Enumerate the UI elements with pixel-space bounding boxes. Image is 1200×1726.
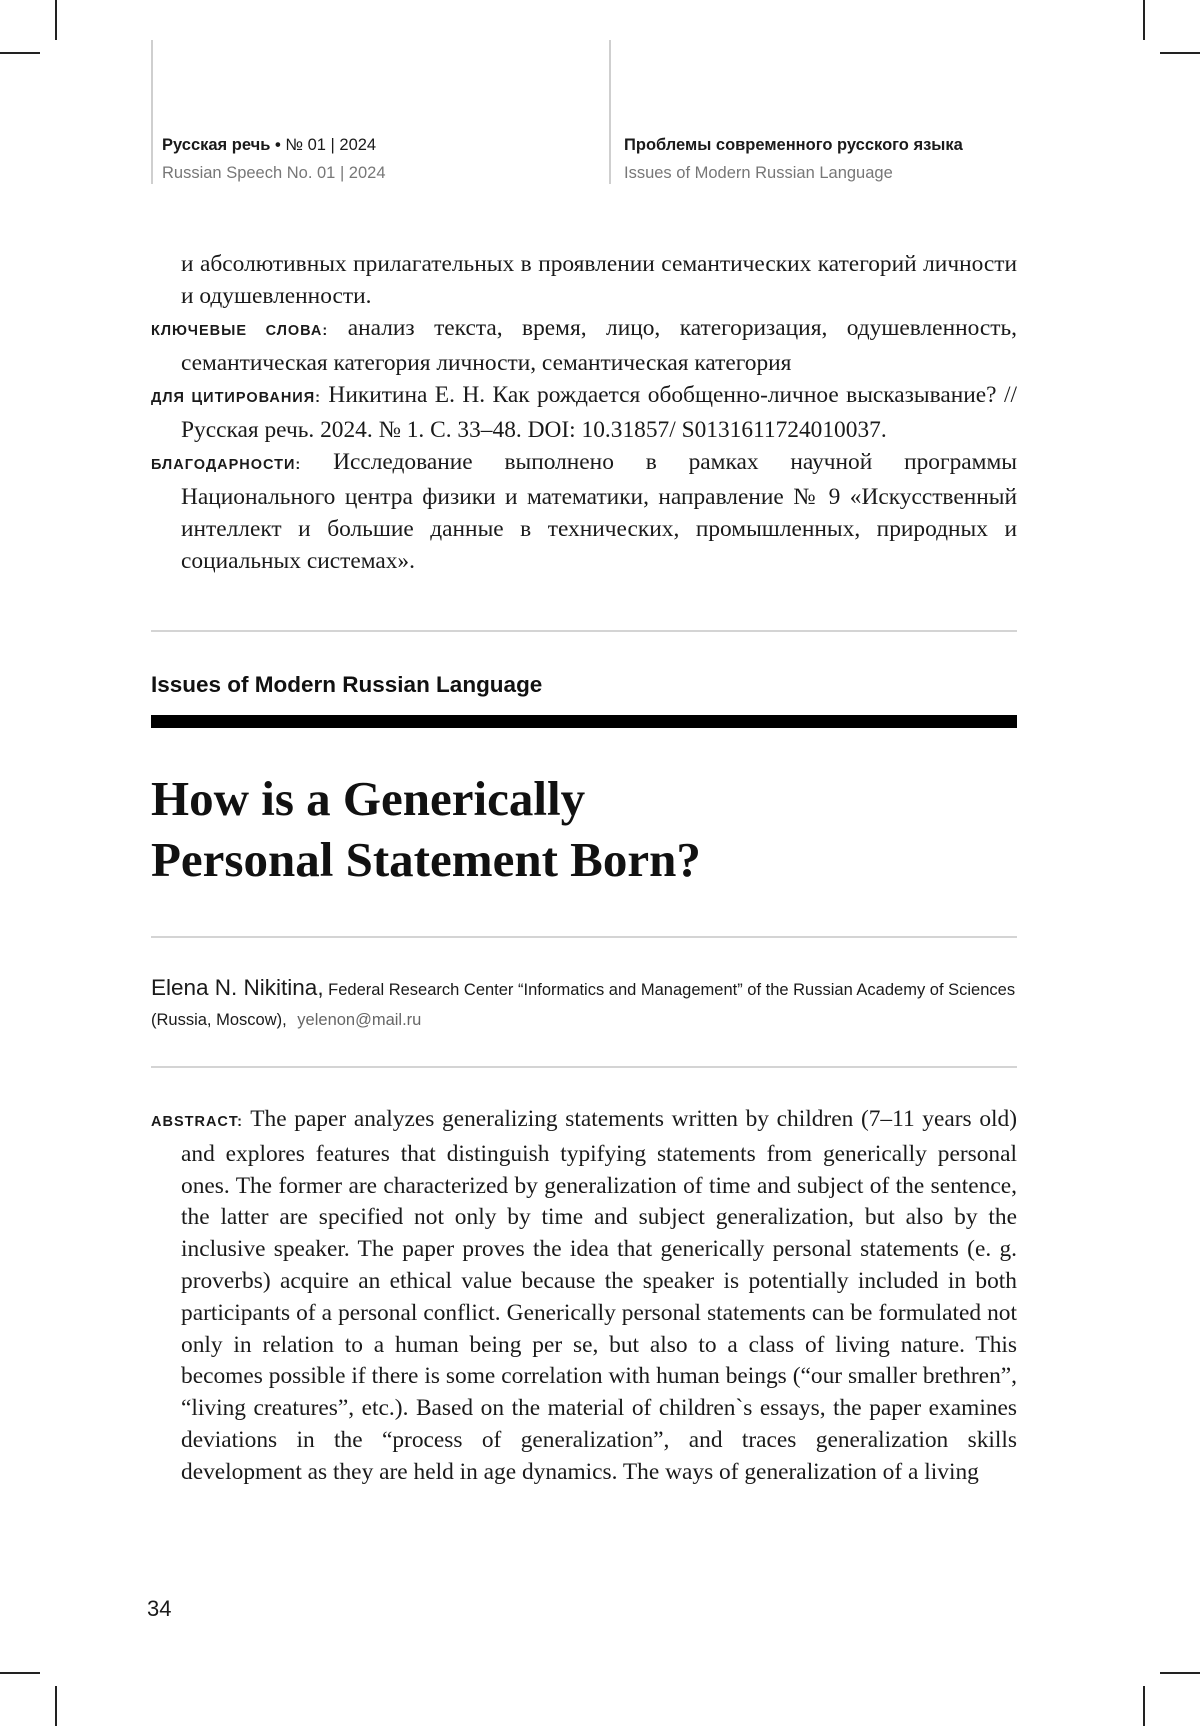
crop-mark-top-left-vertical [55,0,57,40]
divider-before-author [151,936,1017,938]
acknowledgements-label: БЛАГОДАРНОСТИ: [151,457,302,473]
header-section-ru: Проблемы современного русского языка [624,136,963,154]
keywords-entry [151,312,1017,379]
abstract-text: The paper analyzes generalizing statements written by children (7–11 years old) and explores features that distinguish typifying statements from generically personal ones. The former are characterized by generalization of time and subject of the sentence, the latter are specified not only by time and subject generalization, but also by the inclusive speaker. The paper proves the idea that generically personal statements (e. g. proverbs) acquire an ethical value because the speaker is potentially included in both participants of a personal conflict. Generically personal statements can be formulated not only in relation to a human being per se, but also to a class of living nature. This becomes possible if there is some correlation with human beings (“our smaller brethren”, “living creatures”, etc.). Based on the material of children`s essays, the paper examines deviations in the “process of generalization”, and traces generalization skills development as they are held in age dynamics. The ways of generalization of a living [181,1106,1017,1485]
author-affiliation: Federal Research Center “Informatics and Management” of the Russian Academy of Sciences (Russia, Moscow), [151,981,1016,1029]
crop-mark-top-left-horizontal [0,52,40,54]
article-title [151,768,1017,890]
author-email-link[interactable]: yelenon@mail.ru [297,1011,422,1029]
header-issue-ru: № 01 | 2024 [285,136,377,154]
acknowledgements-entry [151,446,1017,577]
crop-mark-top-right-horizontal [1160,52,1200,54]
crop-mark-bottom-right-vertical [1143,1686,1145,1726]
divider-after-metadata [151,630,1017,632]
author-block [151,973,1017,1035]
crop-mark-bottom-right-horizontal [1160,1672,1200,1674]
article-title-line-2: Personal Statement Born? [151,832,701,887]
section-thick-rule [151,715,1017,728]
annotation-continuation: и абсолютивных прилагательных в проявлении семантических категорий личности и одушевленности. [181,251,1017,309]
article-title-line-1: How is a Generically [151,771,586,826]
keywords-label: КЛЮЧЕВЫЕ СЛОВА: [151,323,329,339]
running-header-left [162,134,386,184]
crop-mark-top-right-vertical [1143,0,1145,40]
russian-metadata-block [151,248,1017,577]
abstract-label: ABSTRACT: [151,1114,243,1130]
crop-mark-bottom-left-horizontal [0,1672,40,1674]
acknowledgements-text: Исследование выполнено в рамках научной программы Национального центра физики и математики, направление № 9 «Искусственный интеллект и большие данные в технических, промышленных, природных и социальных системах». [181,449,1017,574]
header-journal-name-ru: Русская речь [162,136,271,154]
header-journal-en: Russian Speech No. 01 | 2024 [162,164,386,182]
running-header-right [624,134,963,184]
header-journal-ru [162,134,386,156]
keywords-text: анализ текста, время, лицо, категоризация, одушевленность, семантическая категория личности, семантическая категория [181,315,1017,376]
citation-label: ДЛЯ ЦИТИРОВАНИЯ: [151,390,321,406]
citation-text: Никитина Е. Н. Как рождается обобщенно-личное высказывание? // Русская речь. 2024. № 1. С. 33–48. DOI: 10.31857/ S0131611724010037. [181,382,1017,443]
page-number: 34 [147,1596,172,1621]
header-bullet: • [274,136,281,154]
crop-mark-bottom-left-vertical [55,1686,57,1726]
header-right-rule [609,40,611,184]
citation-entry [151,379,1017,446]
header-left-rule [151,40,153,184]
abstract-paragraph [151,1104,1017,1489]
header-section-en: Issues of Modern Russian Language [624,164,893,182]
section-title: Issues of Modern Russian Language [151,672,543,697]
author-name: Elena N. Nikitina, [151,975,324,1000]
divider-after-author [151,1066,1017,1068]
